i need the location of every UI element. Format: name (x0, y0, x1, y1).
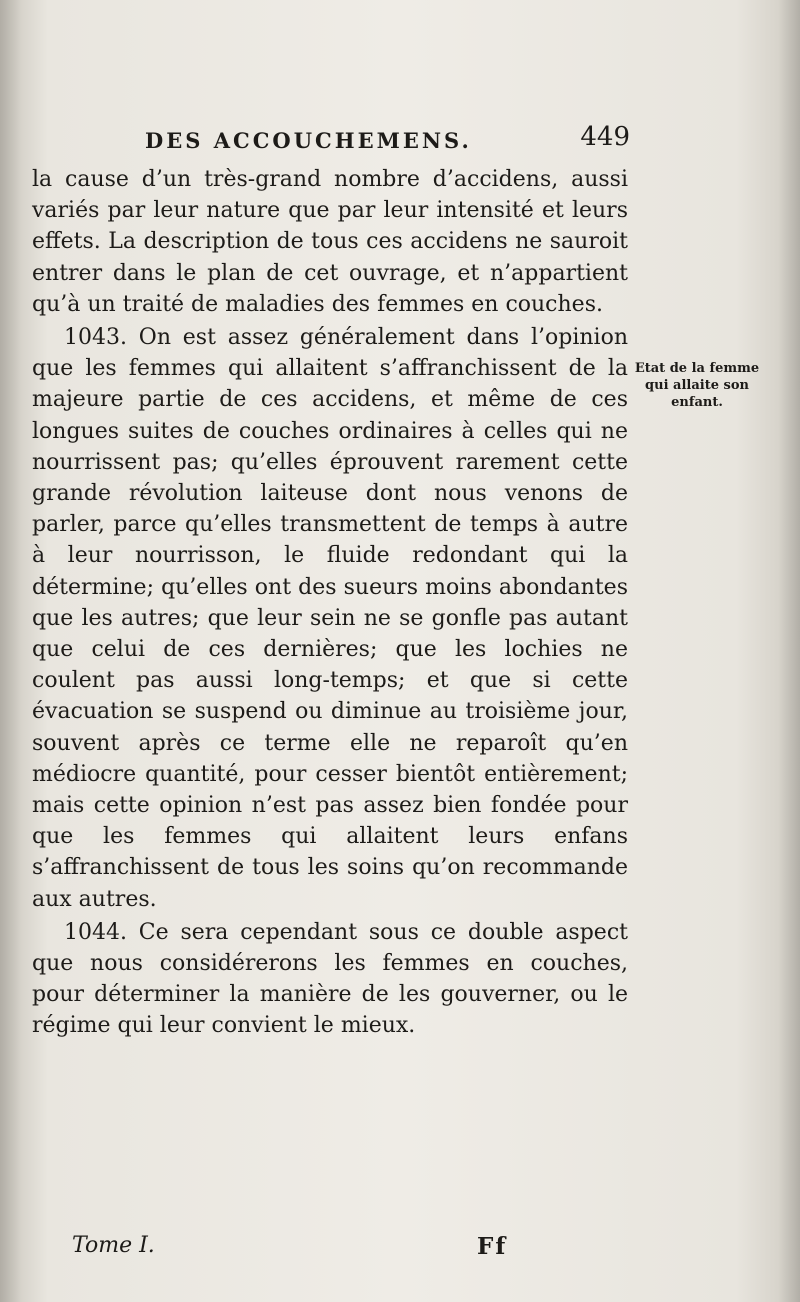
running-title: DES ACCOUCHEMENS. (145, 128, 472, 153)
paragraph-1044: 1044. Ce sera cependant sous ce double aspect que nous considérerons les femmes en couches, pour déterminer la manière de les gouverner, ou le régime qui leur convient le mieux. (32, 919, 628, 1039)
page-header (145, 122, 630, 168)
page-footer (72, 1233, 522, 1273)
left-page-edge (0, 0, 22, 1302)
page-number: 449 (580, 122, 630, 152)
signature-mark: Ff (477, 1233, 508, 1260)
paragraph-continuation: la cause d’un très-grand nombre d’accidens, aussi variés par leur nature que par leur intensité et leurs effets. La description de tous ces accidens ne sauroit entrer dans le plan de cet ouvrage, et n’appartient qu’à un traité de maladies des femmes en couches. (32, 167, 628, 317)
volume-label: Tome I. (72, 1233, 155, 1258)
right-page-edge (778, 0, 800, 1302)
paragraph-1043: 1043. On est assez généralement dans l’opinion que les femmes qui allaitent s’affranchissent de la majeure partie de ces accidens, et même de ces longues suites de couches ordinaires à celles qui ne nourrissent pas; qu’elles éprouvent rarement cette grande révolution laiteuse dont nous venons de parler, parce qu’elles transmettent de temps à autre à leur nourrisson, le fluide redondant qui la détermine; qu’elles ont des sueurs moins abondantes que les autres; que leur sein ne se gonfle pas autant que celui de ces dernières; que les lochies ne coulent pas aussi long-temps; et que si cette évacuation se suspend ou diminue au troisième jour, souvent après ce terme elle ne reparoît qu’en médiocre quantité, pour cesser bientôt entièrement; mais cette opinion n’est pas assez bien fondée pour que les femmes qui allaitent leurs enfans s’affranchissent de tous les soins qu’on recommande aux autres. (32, 325, 628, 912)
body-text (32, 164, 628, 1042)
margin-note: Etat de la femme qui allaite son enfant. (634, 361, 760, 410)
